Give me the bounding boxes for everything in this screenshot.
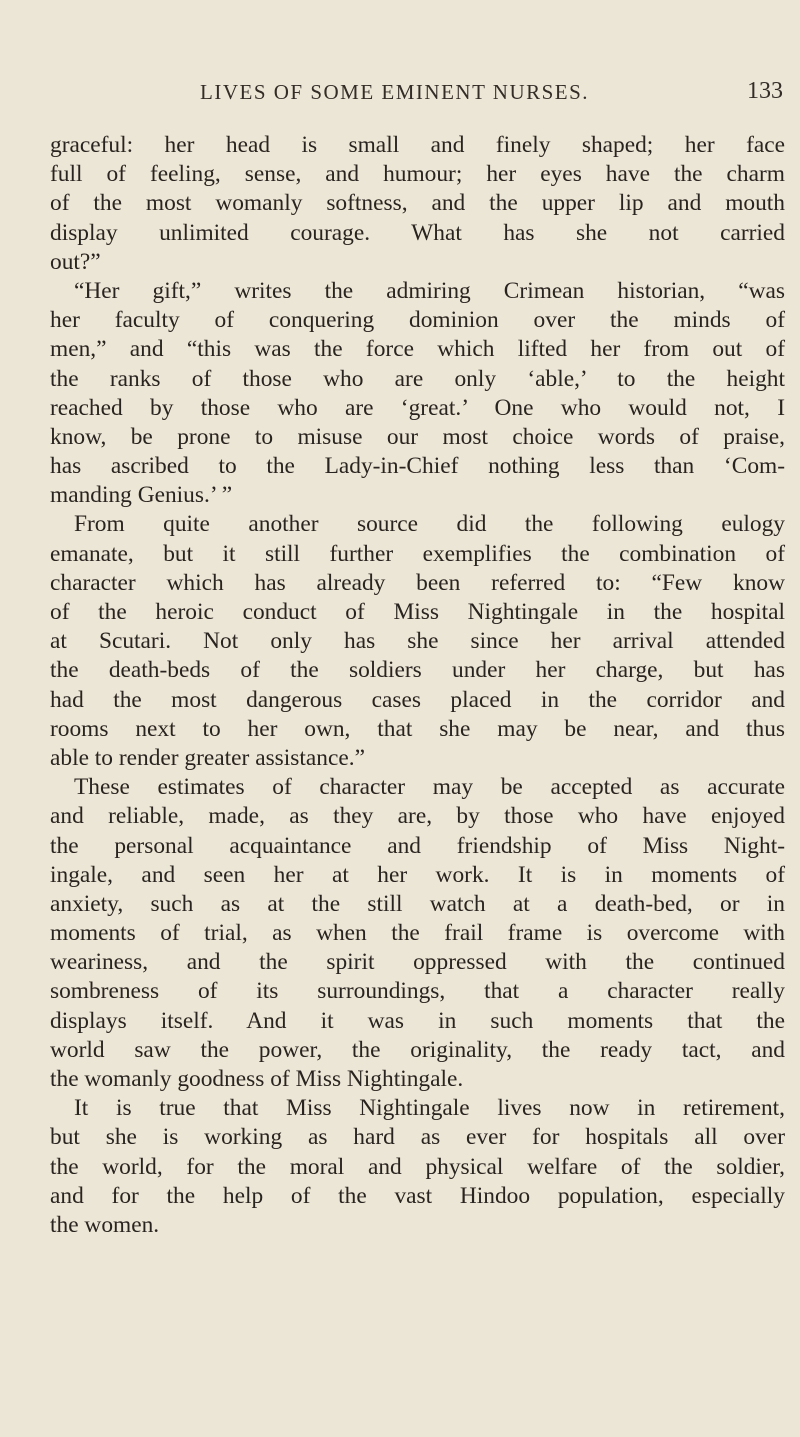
text-line: ingale, and seen her at her work. It is in moments of	[50, 861, 785, 888]
running-head-title: LIVES OF SOME EMINENT NURSES.	[200, 80, 590, 104]
text-line: the women.	[50, 1211, 160, 1238]
text-line: reached by those who are ‘great.’ One who would not, I	[50, 394, 785, 421]
body-text	[50, 131, 785, 1240]
text-line: the world, for the moral and physical welfare of the soldier,	[50, 1153, 785, 1180]
text-line: and reliable, made, as they are, by those who have enjoyed	[50, 803, 785, 830]
text-line: know, be prone to misuse our most choice words of praise,	[50, 423, 785, 450]
text-line: character which has already been referred to: “Few know	[50, 569, 785, 596]
text-line: weariness, and the spirit oppressed with the continued	[50, 949, 785, 976]
text-line: the death-beds of the soldiers under her charge, but has	[50, 657, 785, 684]
text-line: moments of trial, as when the frail frame is overcome with	[50, 920, 785, 947]
text-line: display unlimited courage. What has she not carried	[50, 219, 785, 246]
running-head	[50, 80, 795, 110]
text-line: manding Genius.’ ”	[50, 482, 233, 509]
text-line: and for the help of the vast Hindoo population, especially	[50, 1182, 785, 1209]
text-line: had the most dangerous cases placed in the corridor and	[50, 686, 785, 713]
text-line: men,” and “this was the force which lifted her from out of	[50, 336, 785, 363]
text-line: of the most womanly softness, and the upper lip and mouth	[50, 190, 785, 217]
text-line: emanate, but it still further exemplifies the combination of	[50, 540, 785, 567]
text-line: world saw the power, the originality, the ready tact, and	[50, 1036, 785, 1063]
text-line: the womanly goodness of Miss Nightingale.	[50, 1066, 464, 1092]
text-line: graceful: her head is small and finely shaped; her face	[50, 132, 785, 158]
text-line: out?”	[50, 248, 101, 275]
text-line: able to render greater assistance.”	[50, 744, 365, 771]
text-line: the personal acquaintance and friendship of Miss Night-	[50, 832, 785, 859]
text-line: has ascribed to the Lady-in-Chief nothing less than ‘Com-	[50, 453, 785, 480]
text-line: rooms next to her own, that she may be near, and thus	[50, 715, 785, 742]
text-line: of the heroic conduct of Miss Nightingale in the hospital	[50, 599, 785, 625]
text-line: These estimates of character may be accepted as accurate	[74, 774, 785, 801]
text-line: at Scutari. Not only has she since her arrival attended	[50, 628, 785, 655]
text-line: full of feeling, sense, and humour; her eyes have the charm	[50, 161, 785, 188]
text-line: sombreness of its surroundings, that a character really	[50, 978, 785, 1005]
text-line: displays itself. And it was in such moments that the	[50, 1007, 785, 1034]
text-line: the ranks of those who are only ‘able,’ to the height	[50, 365, 785, 392]
text-line: her faculty of conquering dominion over the minds of	[50, 307, 785, 334]
text-line: It is true that Miss Nightingale lives now in retirement,	[74, 1095, 785, 1122]
page-number: 133	[747, 78, 783, 104]
text-line: “Her gift,” writes the admiring Crimean historian, “was	[74, 277, 785, 304]
text-line: but she is working as hard as ever for hospitals all over	[50, 1124, 785, 1151]
text-line: From quite another source did the following eulogy	[74, 511, 785, 538]
text-line: anxiety, such as at the still watch at a death-bed, or in	[50, 890, 785, 917]
